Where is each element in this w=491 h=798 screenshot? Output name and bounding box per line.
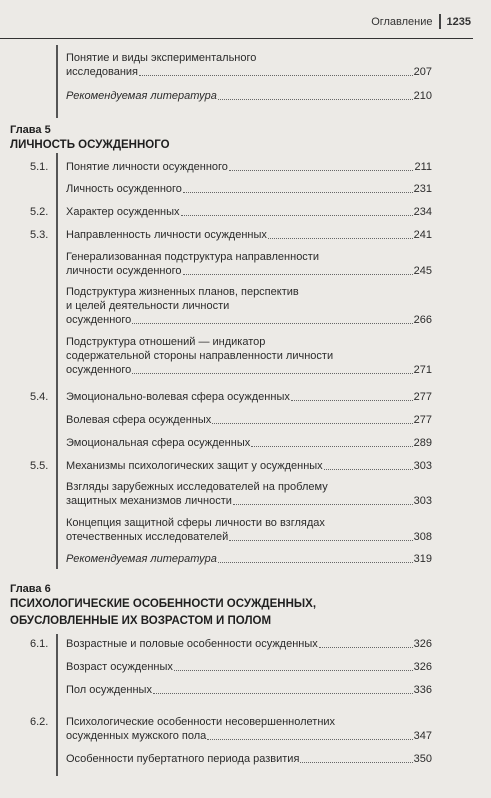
- toc-entry[interactable]: [66, 205, 432, 219]
- page-number: 231: [413, 183, 432, 195]
- section-number: 5.5.: [30, 460, 49, 472]
- page-number: 336: [413, 684, 432, 696]
- entry-title: осужденного: [66, 314, 132, 326]
- entry-title-line: Понятие и виды экспериментального: [66, 52, 257, 64]
- entry-title: Возраст осужденных: [66, 661, 173, 673]
- section-bar: [56, 45, 58, 118]
- entry-row: [66, 89, 432, 103]
- dot-leader: [233, 504, 413, 505]
- entry-row: [66, 637, 432, 651]
- header-title: Оглавление: [371, 15, 433, 28]
- section-bar: [56, 153, 58, 569]
- entry-row: [66, 413, 432, 427]
- entry-title: осужденного: [66, 364, 132, 376]
- entry-title: Направленность личности осужденных: [66, 229, 267, 241]
- entry-row: [66, 264, 432, 278]
- entry-title: личности осужденного: [66, 265, 182, 277]
- page-number: 245: [413, 265, 432, 277]
- header-page-number: 1235: [446, 15, 471, 28]
- toc-entry[interactable]: [66, 436, 432, 450]
- dot-leader: [174, 670, 413, 671]
- entry-title-line: и целей деятельности личности: [66, 300, 230, 312]
- toc-entry[interactable]: [66, 390, 432, 404]
- dot-leader: [324, 469, 413, 470]
- entry-title: Эмоционально-волевая сфера осужденных: [66, 391, 290, 403]
- page-number: 234: [413, 206, 432, 218]
- entry-title-line: Генерализованная подструктура направленности: [66, 251, 319, 263]
- page-number: 308: [413, 531, 432, 543]
- entry-title: Понятие личности осужденного: [66, 161, 228, 173]
- chapter-title[interactable]: ОБУСЛОВЛЕННЫЕ ИХ ВОЗРАСТОМ И ПОЛОМ: [10, 615, 272, 627]
- entry-title: защитных механизмов личности: [66, 495, 232, 507]
- entry-title: Эмоциональная сфера осужденных: [66, 437, 251, 449]
- entry-title: Возрастные и половые особенности осужденных: [66, 638, 318, 650]
- entry-title-line: Подструктура отношений — индикатор: [66, 336, 266, 348]
- dot-leader: [183, 274, 413, 275]
- entry-row: [66, 390, 432, 404]
- entry-title: отечественных исследователей: [66, 531, 229, 543]
- entry-title-line: Подструктура жизненных планов, перспектив: [66, 286, 299, 298]
- toc-entry[interactable]: [66, 480, 432, 508]
- section-number: 5.2.: [30, 206, 49, 218]
- entry-title: исследования: [66, 66, 138, 78]
- page-number: 303: [413, 460, 432, 472]
- toc-entry[interactable]: [66, 160, 432, 174]
- dot-leader: [207, 739, 412, 740]
- entry-row: [66, 228, 432, 242]
- entry-title: Рекомендуемая литература: [66, 553, 217, 565]
- toc-entry[interactable]: [66, 516, 432, 544]
- entry-title: Особенности пубертатного периода развития: [66, 753, 300, 765]
- section-number: 5.3.: [30, 229, 49, 241]
- entry-title: Механизмы психологических защит у осужденных: [66, 460, 323, 472]
- entry-row: [66, 436, 432, 450]
- toc-entry[interactable]: [66, 752, 432, 766]
- dot-leader: [139, 75, 413, 76]
- section-bar: [56, 634, 58, 776]
- toc-entry[interactable]: [66, 182, 432, 196]
- entry-title-line: Взгляды зарубежных исследователей на проблему: [66, 481, 328, 493]
- toc-entry[interactable]: [66, 228, 432, 242]
- page-number: 350: [413, 753, 432, 765]
- dot-leader: [229, 540, 412, 541]
- chapter-label: Глава 5: [10, 124, 51, 136]
- entry-row: [66, 363, 432, 377]
- toc-entry[interactable]: [66, 335, 432, 377]
- dot-leader: [212, 423, 412, 424]
- dot-leader: [291, 400, 413, 401]
- entry-row: [66, 459, 432, 473]
- entry-row: [66, 494, 432, 508]
- section-number: 5.1.: [30, 161, 49, 173]
- entry-row: [66, 313, 432, 327]
- toc-entry[interactable]: [66, 250, 432, 278]
- entry-row: [66, 205, 432, 219]
- dot-leader: [218, 99, 413, 100]
- page-number: 207: [413, 66, 432, 78]
- entry-title: Пол осужденных: [66, 684, 152, 696]
- page-number: 347: [413, 730, 432, 742]
- page-number: 289: [413, 437, 432, 449]
- chapter-title[interactable]: ЛИЧНОСТЬ ОСУЖДЕННОГО: [10, 139, 170, 151]
- entry-title: осужденных мужского пола: [66, 730, 207, 742]
- toc-entry[interactable]: [66, 683, 432, 697]
- page-number: 277: [413, 391, 432, 403]
- entry-title-line: Концепция защитной сферы личности во взглядах: [66, 517, 325, 529]
- entry-title-line: содержательной стороны направленности личности: [66, 350, 334, 362]
- page-number: 271: [413, 364, 432, 376]
- dot-leader: [183, 192, 413, 193]
- page-number: 326: [413, 638, 432, 650]
- dot-leader: [132, 323, 412, 324]
- section-number: 6.1.: [30, 638, 49, 650]
- dot-leader: [132, 373, 412, 374]
- entry-row: [66, 530, 432, 544]
- toc-entry[interactable]: [66, 51, 432, 79]
- entry-title: Рекомендуемая литература: [66, 90, 217, 102]
- dot-leader: [319, 647, 413, 648]
- entry-row: [66, 65, 432, 79]
- entry-row: [66, 182, 432, 196]
- dot-leader: [218, 562, 413, 563]
- entry-row: [66, 729, 432, 743]
- entry-title: Характер осужденных: [66, 206, 180, 218]
- section-number: 5.4.: [30, 391, 49, 403]
- dot-leader: [153, 693, 413, 694]
- entry-title: Волевая сфера осужденных: [66, 414, 212, 426]
- dot-leader: [181, 215, 413, 216]
- toc-entry[interactable]: [66, 413, 432, 427]
- section-number: 6.2.: [30, 716, 49, 728]
- page-number: 326: [413, 661, 432, 673]
- chapter-title[interactable]: ПСИХОЛОГИЧЕСКИЕ ОСОБЕННОСТИ ОСУЖДЕННЫХ,: [10, 598, 317, 610]
- toc-entry[interactable]: [66, 285, 432, 327]
- page-number: 211: [414, 161, 432, 173]
- chapter-label: Глава 6: [10, 583, 51, 595]
- toc-entry[interactable]: [66, 637, 432, 651]
- entry-row: [66, 683, 432, 697]
- header-separator: [439, 14, 441, 29]
- entry-row: [66, 752, 432, 766]
- toc-entry[interactable]: [66, 89, 432, 103]
- toc-entry[interactable]: [66, 459, 432, 473]
- page-number: 277: [413, 414, 432, 426]
- toc-entry[interactable]: [66, 715, 432, 743]
- dot-leader: [251, 446, 412, 447]
- header-rule: [0, 38, 473, 39]
- entry-title-line: Психологические особенности несовершеннолетних: [66, 716, 336, 728]
- page-number: 319: [413, 553, 432, 565]
- entry-row: [66, 660, 432, 674]
- page-number: 241: [413, 229, 432, 241]
- entry-row: [66, 160, 432, 174]
- dot-leader: [300, 762, 412, 763]
- page-number: 210: [413, 90, 432, 102]
- page-number: 266: [413, 314, 432, 326]
- running-header: [371, 14, 471, 29]
- dot-leader: [268, 238, 413, 239]
- entry-title: Личность осужденного: [66, 183, 182, 195]
- dot-leader: [229, 170, 414, 171]
- toc-entry[interactable]: [66, 552, 432, 566]
- toc-entry[interactable]: [66, 660, 432, 674]
- page-number: 303: [413, 495, 432, 507]
- entry-row: [66, 552, 432, 566]
